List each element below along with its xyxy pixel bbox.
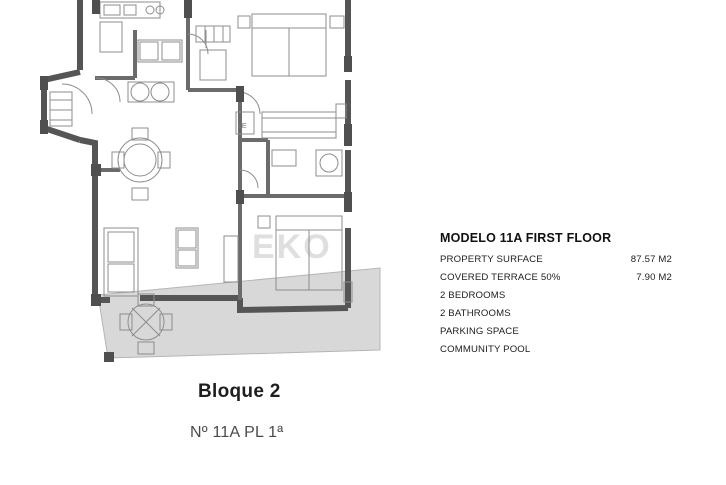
property-spec-value: 7.90 M2	[636, 272, 672, 283]
property-spec-label: COMMUNITY POOL	[440, 344, 531, 355]
property-spec-row	[440, 344, 672, 355]
property-spec-row	[440, 254, 672, 265]
property-spec-label: PARKING SPACE	[440, 326, 519, 337]
property-spec-row	[440, 272, 672, 283]
property-spec-row	[440, 290, 672, 301]
property-spec-row	[440, 326, 672, 337]
watermark-text: EKO	[252, 228, 332, 266]
property-info-panel	[440, 231, 672, 362]
floor-plan-drawing	[0, 0, 420, 380]
property-spec-value: 87.57 M2	[630, 254, 672, 265]
property-spec-label: 2 BEDROOMS	[440, 290, 506, 301]
property-spec-label: 2 BATHROOMS	[440, 308, 511, 319]
property-spec-label: PROPERTY SURFACE	[440, 254, 543, 265]
svg-text:LE: LE	[238, 123, 247, 130]
block-label: Bloque 2	[198, 381, 281, 402]
property-spec-list	[440, 254, 672, 355]
property-spec-row	[440, 308, 672, 319]
unit-label: Nº 11A PL 1ª	[190, 424, 284, 441]
model-title: MODELO 11A FIRST FLOOR	[440, 231, 612, 245]
property-spec-label: COVERED TERRACE 50%	[440, 272, 561, 283]
